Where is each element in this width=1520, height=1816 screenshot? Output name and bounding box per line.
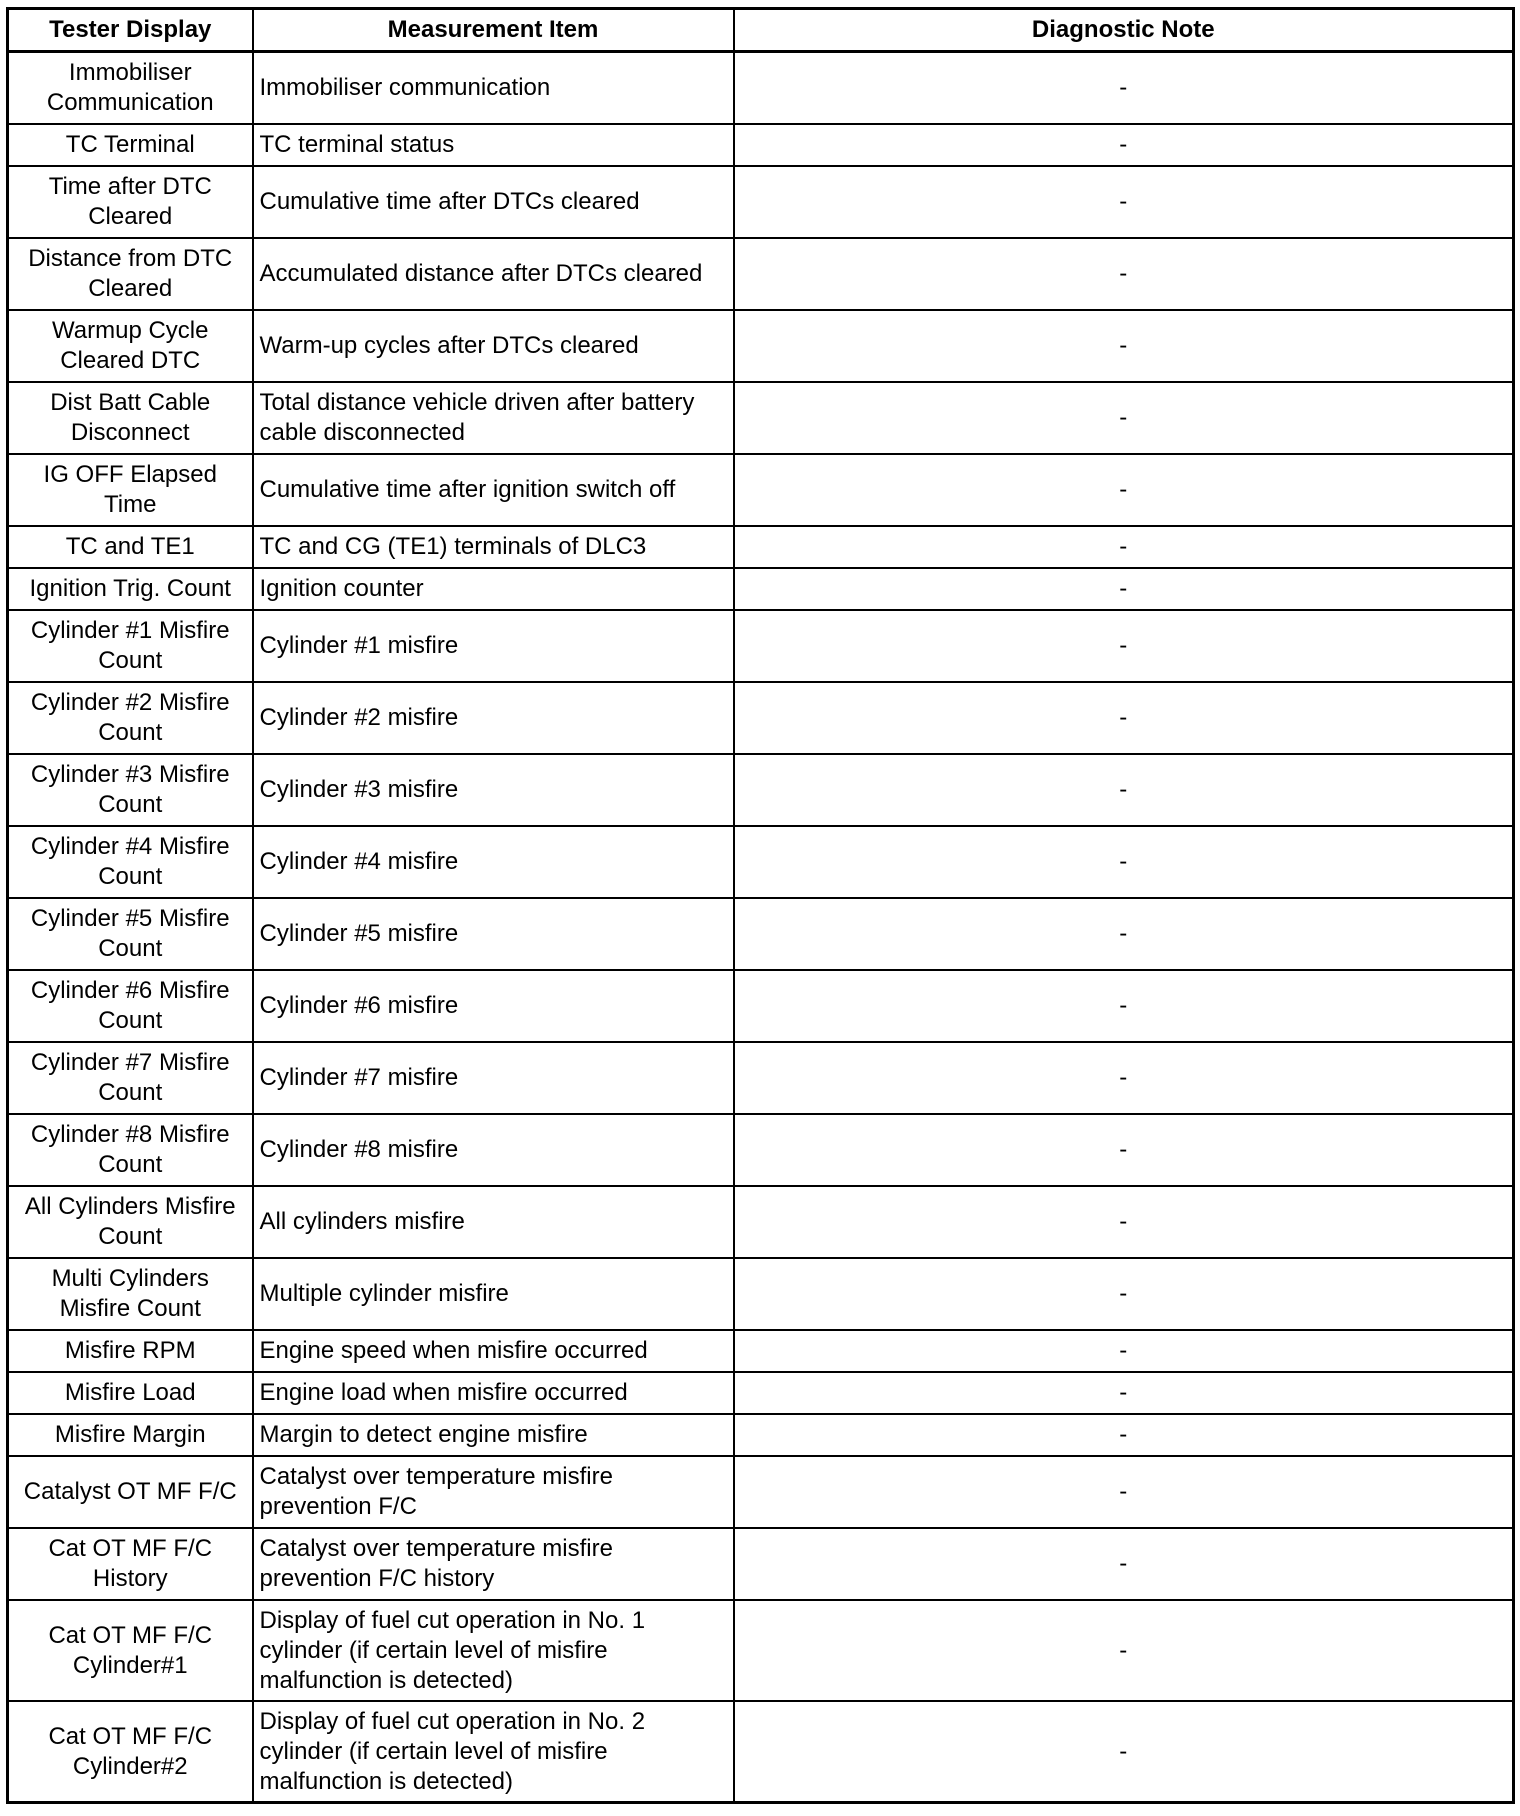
measurement-item-cell: All cylinders misfire <box>253 1186 734 1258</box>
measurement-item-cell: Total distance vehicle driven after battery cable disconnected <box>253 382 734 454</box>
table-row <box>8 1114 1514 1186</box>
tester-display-cell: Cat OT MF F/C Cylinder#2 <box>8 1701 253 1803</box>
diagnostic-note-cell: - <box>734 1372 1514 1414</box>
diagnostic-note-cell: - <box>734 826 1514 898</box>
table-row <box>8 826 1514 898</box>
diagnostic-note-cell: - <box>734 970 1514 1042</box>
table-row <box>8 754 1514 826</box>
table-row <box>8 1414 1514 1456</box>
table-row <box>8 238 1514 310</box>
table-row <box>8 1600 1514 1701</box>
measurement-item-cell: Immobiliser communication <box>253 52 734 125</box>
tester-display-cell: Cylinder #2 Misfire Count <box>8 682 253 754</box>
tester-display-cell: TC and TE1 <box>8 526 253 568</box>
diagnostic-note-cell: - <box>734 382 1514 454</box>
measurement-item-cell: Cumulative time after ignition switch off <box>253 454 734 526</box>
table-row <box>8 310 1514 382</box>
diagnostic-note-cell: - <box>734 1186 1514 1258</box>
measurement-item-cell: Margin to detect engine misfire <box>253 1414 734 1456</box>
tester-display-cell: Cylinder #4 Misfire Count <box>8 826 253 898</box>
table-row <box>8 1372 1514 1414</box>
measurement-item-cell: TC and CG (TE1) terminals of DLC3 <box>253 526 734 568</box>
table-row <box>8 166 1514 238</box>
tester-display-cell: Cat OT MF F/C Cylinder#1 <box>8 1600 253 1701</box>
tester-display-cell: Cylinder #1 Misfire Count <box>8 610 253 682</box>
table-row <box>8 1456 1514 1528</box>
tester-display-cell: Ignition Trig. Count <box>8 568 253 610</box>
diagnostic-note-cell: - <box>734 1600 1514 1701</box>
measurement-item-cell: Engine speed when misfire occurred <box>253 1330 734 1372</box>
measurement-item-cell: Engine load when misfire occurred <box>253 1372 734 1414</box>
measurement-item-cell: Display of fuel cut operation in No. 2 cylinder (if certain level of misfire malfunction is detected) <box>253 1701 734 1803</box>
tester-display-cell: Multi Cylinders Misfire Count <box>8 1258 253 1330</box>
header-row <box>8 9 1514 52</box>
diagnostic-note-cell: - <box>734 238 1514 310</box>
diagnostic-note-cell: - <box>734 1414 1514 1456</box>
measurement-item-cell: Catalyst over temperature misfire prevention F/C history <box>253 1528 734 1600</box>
measurement-item-cell: Accumulated distance after DTCs cleared <box>253 238 734 310</box>
tester-display-cell: Warmup Cycle Cleared DTC <box>8 310 253 382</box>
measurement-item-cell: Cylinder #5 misfire <box>253 898 734 970</box>
tester-display-cell: Distance from DTC Cleared <box>8 238 253 310</box>
measurement-item-cell: Cylinder #3 misfire <box>253 754 734 826</box>
diagnostic-note-cell: - <box>734 898 1514 970</box>
data-list-table-container <box>6 7 1512 1804</box>
table-row <box>8 682 1514 754</box>
tester-display-cell: Immobiliser Communication <box>8 52 253 125</box>
table-row <box>8 124 1514 166</box>
tester-display-cell: IG OFF Elapsed Time <box>8 454 253 526</box>
diagnostic-note-cell: - <box>734 1258 1514 1330</box>
table-row <box>8 1528 1514 1600</box>
header-measurement-item: Measurement Item <box>253 9 734 52</box>
diagnostic-note-cell: - <box>734 1701 1514 1803</box>
measurement-item-cell: Cylinder #1 misfire <box>253 610 734 682</box>
measurement-item-cell: Ignition counter <box>253 568 734 610</box>
table-row <box>8 1258 1514 1330</box>
table-row <box>8 1042 1514 1114</box>
diagnostic-note-cell: - <box>734 124 1514 166</box>
table-row <box>8 970 1514 1042</box>
table-row <box>8 454 1514 526</box>
diagnostic-note-cell: - <box>734 568 1514 610</box>
table-row <box>8 568 1514 610</box>
diagnostic-note-cell: - <box>734 682 1514 754</box>
diagnostic-note-cell: - <box>734 166 1514 238</box>
diagnostic-note-cell: - <box>734 610 1514 682</box>
table-row <box>8 52 1514 125</box>
header-tester-display: Tester Display <box>8 9 253 52</box>
measurement-item-cell: TC terminal status <box>253 124 734 166</box>
tester-display-cell: Cat OT MF F/C History <box>8 1528 253 1600</box>
table-row <box>8 526 1514 568</box>
diagnostic-note-cell: - <box>734 52 1514 125</box>
table-row <box>8 1330 1514 1372</box>
tester-display-cell: Cylinder #7 Misfire Count <box>8 1042 253 1114</box>
data-list-table <box>6 7 1515 1804</box>
tester-display-cell: Cylinder #3 Misfire Count <box>8 754 253 826</box>
measurement-item-cell: Warm-up cycles after DTCs cleared <box>253 310 734 382</box>
table-body <box>8 52 1514 1803</box>
diagnostic-note-cell: - <box>734 526 1514 568</box>
table-row <box>8 1701 1514 1803</box>
tester-display-cell: Misfire RPM <box>8 1330 253 1372</box>
table-row <box>8 382 1514 454</box>
measurement-item-cell: Cylinder #4 misfire <box>253 826 734 898</box>
measurement-item-cell: Catalyst over temperature misfire prevention F/C <box>253 1456 734 1528</box>
tester-display-cell: Dist Batt Cable Disconnect <box>8 382 253 454</box>
tester-display-cell: Misfire Margin <box>8 1414 253 1456</box>
diagnostic-note-cell: - <box>734 754 1514 826</box>
table-row <box>8 898 1514 970</box>
measurement-item-cell: Cylinder #8 misfire <box>253 1114 734 1186</box>
table-row <box>8 1186 1514 1258</box>
tester-display-cell: Cylinder #6 Misfire Count <box>8 970 253 1042</box>
tester-display-cell: Time after DTC Cleared <box>8 166 253 238</box>
diagnostic-note-cell: - <box>734 1456 1514 1528</box>
table-row <box>8 610 1514 682</box>
measurement-item-cell: Multiple cylinder misfire <box>253 1258 734 1330</box>
measurement-item-cell: Cylinder #2 misfire <box>253 682 734 754</box>
header-diagnostic-note: Diagnostic Note <box>734 9 1514 52</box>
tester-display-cell: Cylinder #8 Misfire Count <box>8 1114 253 1186</box>
measurement-item-cell: Display of fuel cut operation in No. 1 cylinder (if certain level of misfire malfunction is detected) <box>253 1600 734 1701</box>
tester-display-cell: Catalyst OT MF F/C <box>8 1456 253 1528</box>
measurement-item-cell: Cumulative time after DTCs cleared <box>253 166 734 238</box>
diagnostic-note-cell: - <box>734 1114 1514 1186</box>
tester-display-cell: All Cylinders Misfire Count <box>8 1186 253 1258</box>
measurement-item-cell: Cylinder #7 misfire <box>253 1042 734 1114</box>
tester-display-cell: Misfire Load <box>8 1372 253 1414</box>
tester-display-cell: TC Terminal <box>8 124 253 166</box>
diagnostic-note-cell: - <box>734 310 1514 382</box>
diagnostic-note-cell: - <box>734 1528 1514 1600</box>
measurement-item-cell: Cylinder #6 misfire <box>253 970 734 1042</box>
diagnostic-note-cell: - <box>734 454 1514 526</box>
tester-display-cell: Cylinder #5 Misfire Count <box>8 898 253 970</box>
diagnostic-note-cell: - <box>734 1330 1514 1372</box>
diagnostic-note-cell: - <box>734 1042 1514 1114</box>
